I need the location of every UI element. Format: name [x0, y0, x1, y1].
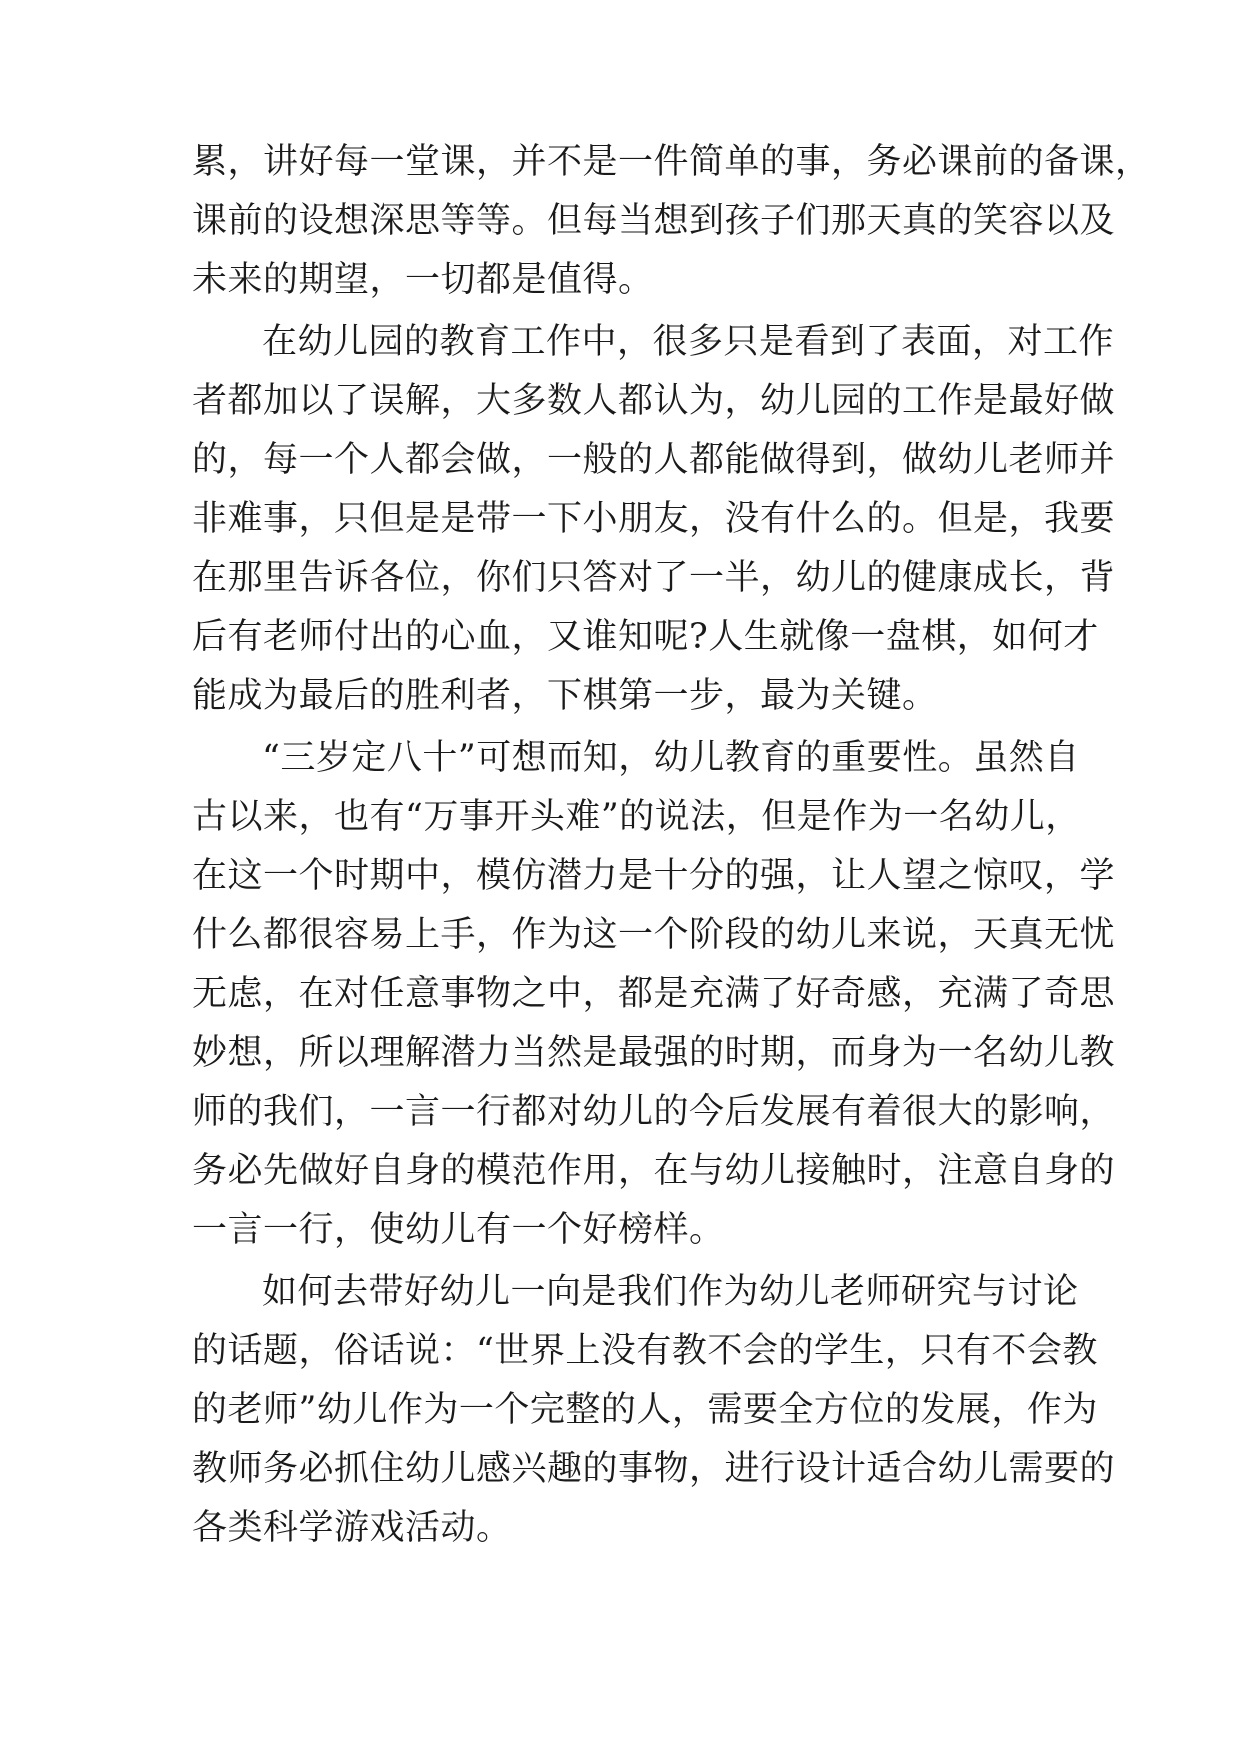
text-line: 各类科学游戏活动。	[192, 1508, 512, 1548]
text-line: 在这一个时期中，模仿潜力是十分的强，让人望之惊叹，学	[192, 856, 1116, 896]
text-line: 什么都很容易上手，作为这一个阶段的幼儿来说，天真无忧	[192, 915, 1116, 955]
paragraph-first-line: 如何去带好幼儿一向是我们作为幼儿老师研究与讨论	[262, 1272, 1079, 1312]
text-line: 妙想，所以理解潜力当然是最强的时期，而身为一名幼儿教	[192, 1033, 1116, 1073]
paragraph-first-line: 在幼儿园的教育工作中，很多只是看到了表面，对工作	[262, 322, 1115, 362]
text-line: 的话题，俗话说：“世界上没有教不会的学生，只有不会教	[192, 1331, 1098, 1371]
text-line: 的老师”幼儿作为一个完整的人，需要全方位的发展，作为	[192, 1390, 1098, 1430]
text-line: 后有老师付出的心血，又谁知呢?人生就像一盘棋，如何才	[192, 617, 1099, 657]
text-line: 古以来，也有“万事开头难”的说法，但是作为一名幼儿，	[192, 797, 1081, 837]
paragraph-first-line: “三岁定八十”可想而知，幼儿教育的重要性。虽然自	[262, 738, 1080, 778]
text-line: 累，讲好每一堂课，并不是一件简单的事，务必课前的备课，	[192, 142, 1151, 182]
text-line: 能成为最后的胜利者，下棋第一步，最为关键。	[192, 676, 938, 716]
text-line: 师的我们，一言一行都对幼儿的今后发展有着很大的影响，	[192, 1092, 1116, 1132]
text-line: 一言一行，使幼儿有一个好榜样。	[192, 1210, 725, 1250]
text-line: 的，每一个人都会做，一般的人都能做得到，做幼儿老师并	[192, 440, 1116, 480]
text-line: 课前的设想深思等等。但每当想到孩子们那天真的笑容以及	[192, 201, 1116, 241]
text-line: 未来的期望，一切都是值得。	[192, 260, 654, 300]
text-line: 教师务必抓住幼儿感兴趣的事物，进行设计适合幼儿需要的	[192, 1449, 1116, 1489]
text-line: 者都加以了误解，大多数人都认为，幼儿园的工作是最好做	[192, 381, 1116, 421]
text-line: 务必先做好自身的模范作用，在与幼儿接触时，注意自身的	[192, 1151, 1116, 1191]
text-line: 无虑，在对任意事物之中，都是充满了好奇感，充满了奇思	[192, 974, 1116, 1014]
text-line: 非难事，只但是是带一下小朋友，没有什么的。但是，我要	[192, 499, 1116, 539]
text-line: 在那里告诉各位，你们只答对了一半，幼儿的健康成长，背	[192, 558, 1116, 598]
